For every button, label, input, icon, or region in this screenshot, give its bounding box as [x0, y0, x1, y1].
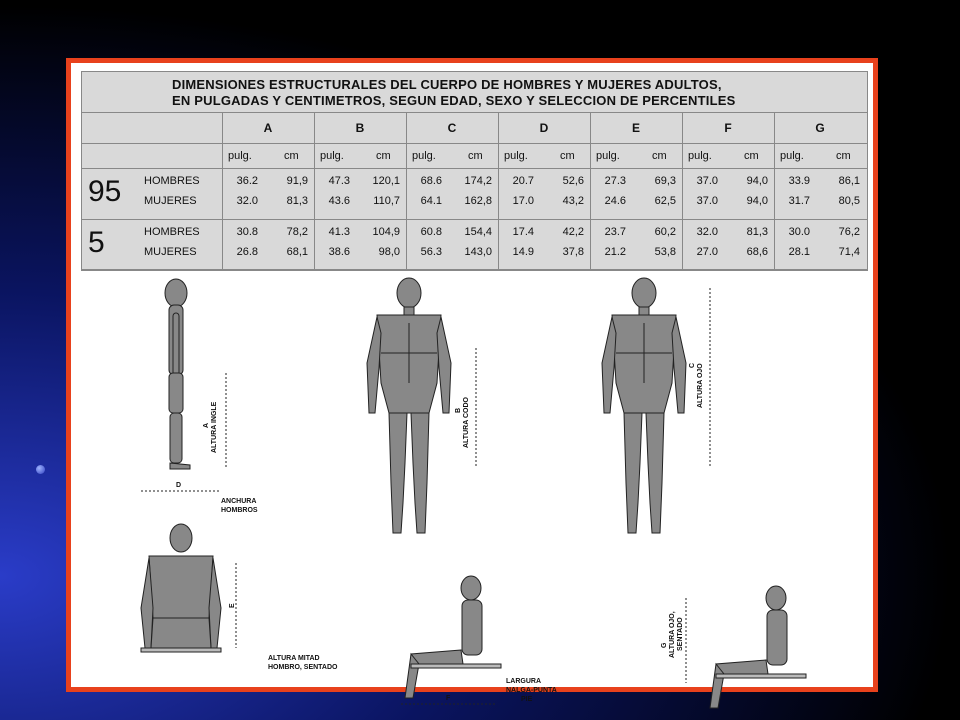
table-cell: 41.3 [328, 226, 350, 238]
table-cell: 32.0 [236, 195, 258, 207]
table-cell: 154,4 [464, 226, 492, 238]
table-cell: 36.2 [236, 175, 258, 187]
table-cell: 94,0 [746, 195, 768, 207]
label-hombros: HOMBROS [221, 507, 258, 514]
column-letter-row [82, 113, 867, 144]
label-c: C [689, 362, 696, 368]
table-cell: 14.9 [512, 246, 534, 258]
table-cell: 30.8 [236, 226, 258, 238]
table-cell: 52,6 [562, 175, 584, 187]
unit-inches: pulg. [688, 150, 712, 162]
column-divider [222, 113, 223, 270]
column-letter: A [263, 121, 273, 135]
group-95 [82, 169, 867, 220]
table-title [82, 72, 867, 113]
label-nalga-punta: NALGA-PUNTA [506, 687, 557, 694]
title-line-1: DIMENSIONES ESTRUCTURALES DEL CUERPO DE HOMBRES Y MUJERES ADULTOS, [172, 77, 722, 92]
table-cell: 60,2 [654, 226, 676, 238]
table-cell: 143,0 [464, 246, 492, 258]
table-cell: 28.1 [788, 246, 810, 258]
table-cell: 42,2 [562, 226, 584, 238]
label-altura-ojo-sentado: ALTURA OJO, [669, 611, 676, 658]
unit-inches: pulg. [320, 150, 344, 162]
label-sentado: SENTADO [677, 617, 684, 651]
table-cell: 27.0 [696, 246, 718, 258]
table-cell: 68,6 [746, 246, 768, 258]
column-divider [682, 113, 683, 270]
unit-inches: pulg. [780, 150, 804, 162]
table-cell: 43.6 [328, 195, 350, 207]
figure-f-seated-side [405, 576, 501, 698]
label-largura: LARGURA [506, 678, 541, 685]
label-hombro-sentado: HOMBRO, SENTADO [268, 664, 338, 671]
slide-bullet [36, 465, 45, 474]
table-cell: 17.4 [512, 226, 534, 238]
sex-label: HOMBRES [144, 226, 200, 238]
figure-a-side [165, 279, 226, 469]
table-cell: 60.8 [420, 226, 442, 238]
sex-label: MUJERES [144, 195, 197, 207]
label-altura-ojo: ALTURA OJO [697, 363, 704, 408]
label-anchura: ANCHURA [221, 498, 257, 505]
table-cell: 76,2 [838, 226, 860, 238]
table-cell: 30.0 [788, 226, 810, 238]
percentile-label: 95 [88, 175, 122, 208]
table-cell: 31.7 [788, 195, 810, 207]
unit-inches: pulg. [412, 150, 436, 162]
table-cell: 26.8 [236, 246, 258, 258]
table-cell: 56.3 [420, 246, 442, 258]
column-divider [498, 113, 499, 270]
unit-cm: cm [468, 150, 483, 162]
table-cell: 81,3 [286, 195, 308, 207]
table-cell: 104,9 [372, 226, 400, 238]
figure-c-back [602, 278, 686, 533]
figure-g-seated-side [710, 586, 806, 708]
table-cell: 69,3 [654, 175, 676, 187]
table-cell: 68,1 [286, 246, 308, 258]
table-cell: 174,2 [464, 175, 492, 187]
unit-cm: cm [376, 150, 391, 162]
column-divider [590, 113, 591, 270]
unit-inches: pulg. [596, 150, 620, 162]
table-cell: 98,0 [378, 246, 400, 258]
table-cell: 94,0 [746, 175, 768, 187]
figure-frame [66, 58, 878, 703]
unit-cm: cm [284, 150, 299, 162]
table-cell: 37.0 [696, 195, 718, 207]
column-letter: C [447, 121, 457, 135]
label-altura-mitad: ALTURA MITAD [268, 655, 320, 662]
column-divider [406, 113, 407, 270]
unit-cm: cm [652, 150, 667, 162]
label-altura-ingle: ALTURA INGLE [211, 401, 218, 453]
figure-de-seated-back [141, 524, 221, 652]
label-b: B [455, 407, 462, 413]
unit-inches: pulg. [228, 150, 252, 162]
body-dimension-figures [76, 273, 866, 703]
table-cell: 23.7 [604, 226, 626, 238]
table-cell: 21.2 [604, 246, 626, 258]
table-cell: 91,9 [286, 175, 308, 187]
table-cell: 20.7 [512, 175, 534, 187]
table-cell: 110,7 [373, 195, 400, 207]
unit-cm: cm [836, 150, 851, 162]
label-f: F [446, 695, 451, 702]
column-letter: E [631, 121, 640, 135]
table-cell: 64.1 [420, 195, 442, 207]
label-d: D [176, 482, 182, 489]
column-letter: D [539, 121, 549, 135]
label-g: G [661, 642, 668, 648]
table-cell: 81,3 [746, 226, 768, 238]
table-cell: 37,8 [562, 246, 584, 258]
group-5 [82, 220, 867, 270]
table-cell: 62,5 [654, 195, 676, 207]
table-cell: 71,4 [838, 246, 860, 258]
table-cell: 120,1 [372, 175, 400, 187]
column-divider [774, 113, 775, 270]
table-cell: 38.6 [328, 246, 350, 258]
unit-cm: cm [560, 150, 575, 162]
column-letter: F [724, 121, 732, 135]
table-cell: 27.3 [604, 175, 626, 187]
column-letter: G [815, 121, 825, 135]
label-e: E [229, 603, 236, 608]
label-altura-codo: ALTURA CODO [463, 397, 470, 448]
table-cell: 24.6 [604, 195, 626, 207]
unit-inches: pulg. [504, 150, 528, 162]
unit-cm: cm [744, 150, 759, 162]
dimensions-table [81, 71, 868, 271]
percentile-label: 5 [88, 226, 105, 259]
table-cell: 68.6 [420, 175, 442, 187]
table-cell: 80,5 [838, 195, 860, 207]
sex-label: HOMBRES [144, 175, 200, 187]
table-cell: 17.0 [512, 195, 534, 207]
table-cell: 33.9 [788, 175, 810, 187]
sex-label: MUJERES [144, 246, 197, 258]
column-letter: B [355, 121, 365, 135]
column-divider [314, 113, 315, 270]
unit-row [82, 144, 867, 169]
title-line-2: EN PULGADAS Y CENTIMETROS, SEGUN EDAD, SEXO Y SELECCION DE PERCENTILES [172, 93, 736, 108]
table-cell: 86,1 [838, 175, 860, 187]
table-cell: 32.0 [696, 226, 718, 238]
table-cell: 53,8 [654, 246, 676, 258]
label-a: A [203, 422, 210, 428]
table-cell: 43,2 [562, 195, 584, 207]
label-pie: PIE [521, 696, 533, 703]
figure-b-front [367, 278, 451, 533]
figure-sheet [71, 63, 873, 703]
table-cell: 162,8 [464, 195, 492, 207]
table-cell: 37.0 [696, 175, 718, 187]
table-cell: 78,2 [286, 226, 308, 238]
table-cell: 47.3 [328, 175, 350, 187]
